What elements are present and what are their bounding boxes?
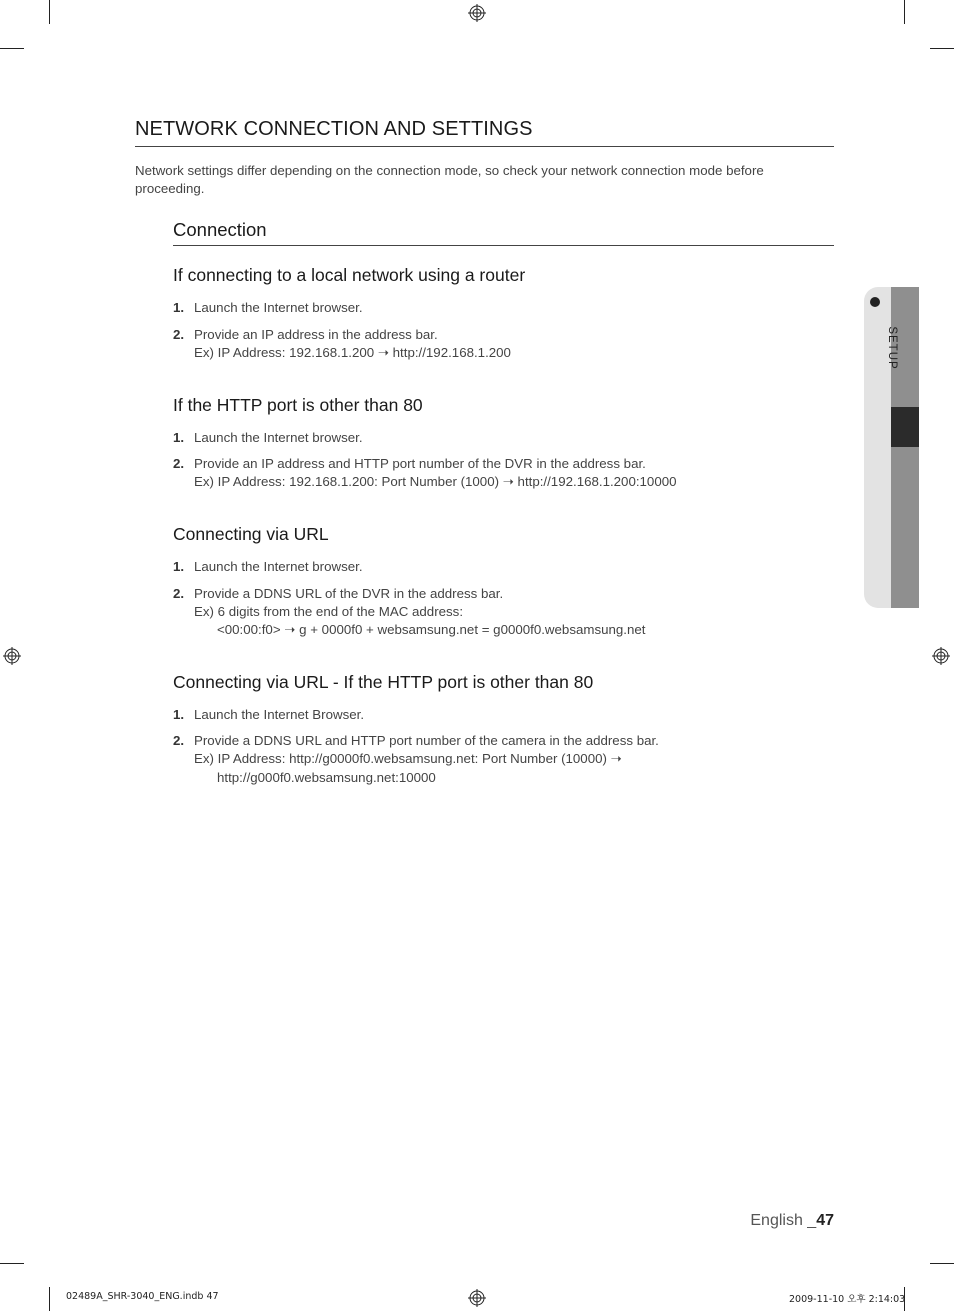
crop-mark (49, 0, 50, 24)
page-footer (700, 1212, 834, 1230)
example-text: Ex) IP Address: http://g0000f0.websamsung.net: Port Number (10000) ➝ (194, 751, 622, 766)
crop-mark (930, 1263, 954, 1264)
crop-mark (904, 0, 905, 24)
step-text: Provide an IP address and HTTP port number of the DVR in the address bar. (194, 456, 646, 471)
registration-mark-icon (932, 647, 950, 665)
step-number: 2. (173, 327, 185, 342)
example-text: http://g000f0.websamsung.net:10000 (217, 770, 436, 785)
intro-paragraph: Network settings differ depending on the connection mode, so check your network connection mode before proceeding. (135, 163, 764, 196)
step-number: 2. (173, 586, 185, 601)
step-number: 2. (173, 456, 185, 471)
crop-mark (0, 48, 24, 49)
step-text: Provide an IP address in the address bar. (194, 327, 438, 342)
registration-mark-icon (468, 1289, 486, 1307)
step-number: 1. (173, 430, 185, 445)
subsection-heading: Connecting via URL (173, 524, 329, 544)
step-text: Launch the Internet browser. (194, 559, 363, 574)
step-number: 1. (173, 300, 185, 315)
example-text: Ex) IP Address: 192.168.1.200: Port Number (1000) ➝ http://192.168.1.200:10000 (194, 474, 677, 489)
registration-mark-icon (3, 647, 21, 665)
step-text: Launch the Internet browser. (194, 430, 363, 445)
side-tab-marker (891, 407, 919, 447)
crop-mark (930, 48, 954, 49)
page-number: 47 (816, 1212, 834, 1229)
step-number: 1. (173, 559, 185, 574)
page-title: NETWORK CONNECTION AND SETTINGS (135, 118, 834, 147)
subsection-heading: Connecting via URL - If the HTTP port is other than 80 (173, 672, 594, 692)
step-text: Launch the Internet browser. (194, 300, 363, 315)
section-heading: Connection (173, 219, 834, 246)
example-text: <00:00:f0> ➝ g + 0000f0 + websamsung.net = g0000f0.websamsung.net (217, 622, 646, 637)
subsection-heading: If the HTTP port is other than 80 (173, 395, 423, 415)
step-text: Provide a DDNS URL and HTTP port number of the camera in the address bar. (194, 733, 659, 748)
step-number: 2. (173, 733, 185, 748)
footer-language: English _ (750, 1212, 817, 1229)
step-text: Launch the Internet Browser. (194, 707, 365, 722)
registration-mark-icon (468, 4, 486, 22)
print-slug-left: 02489A_SHR-3040_ENG.indb 47 (66, 1291, 219, 1302)
side-tab-label: SETUP (886, 326, 898, 370)
step-number: 1. (173, 707, 185, 722)
example-text: Ex) IP Address: 192.168.1.200 ➝ http://192.168.1.200 (194, 345, 511, 360)
step-text: Provide a DDNS URL of the DVR in the address bar. (194, 586, 504, 601)
bullet-icon (870, 297, 880, 307)
crop-mark (49, 1287, 50, 1311)
subsection-heading: If connecting to a local network using a router (173, 265, 526, 285)
example-text: Ex) 6 digits from the end of the MAC address: (194, 604, 464, 619)
crop-mark (0, 1263, 24, 1264)
print-slug-right: 2009-11-10 오후 2:14:03 (789, 1294, 906, 1305)
